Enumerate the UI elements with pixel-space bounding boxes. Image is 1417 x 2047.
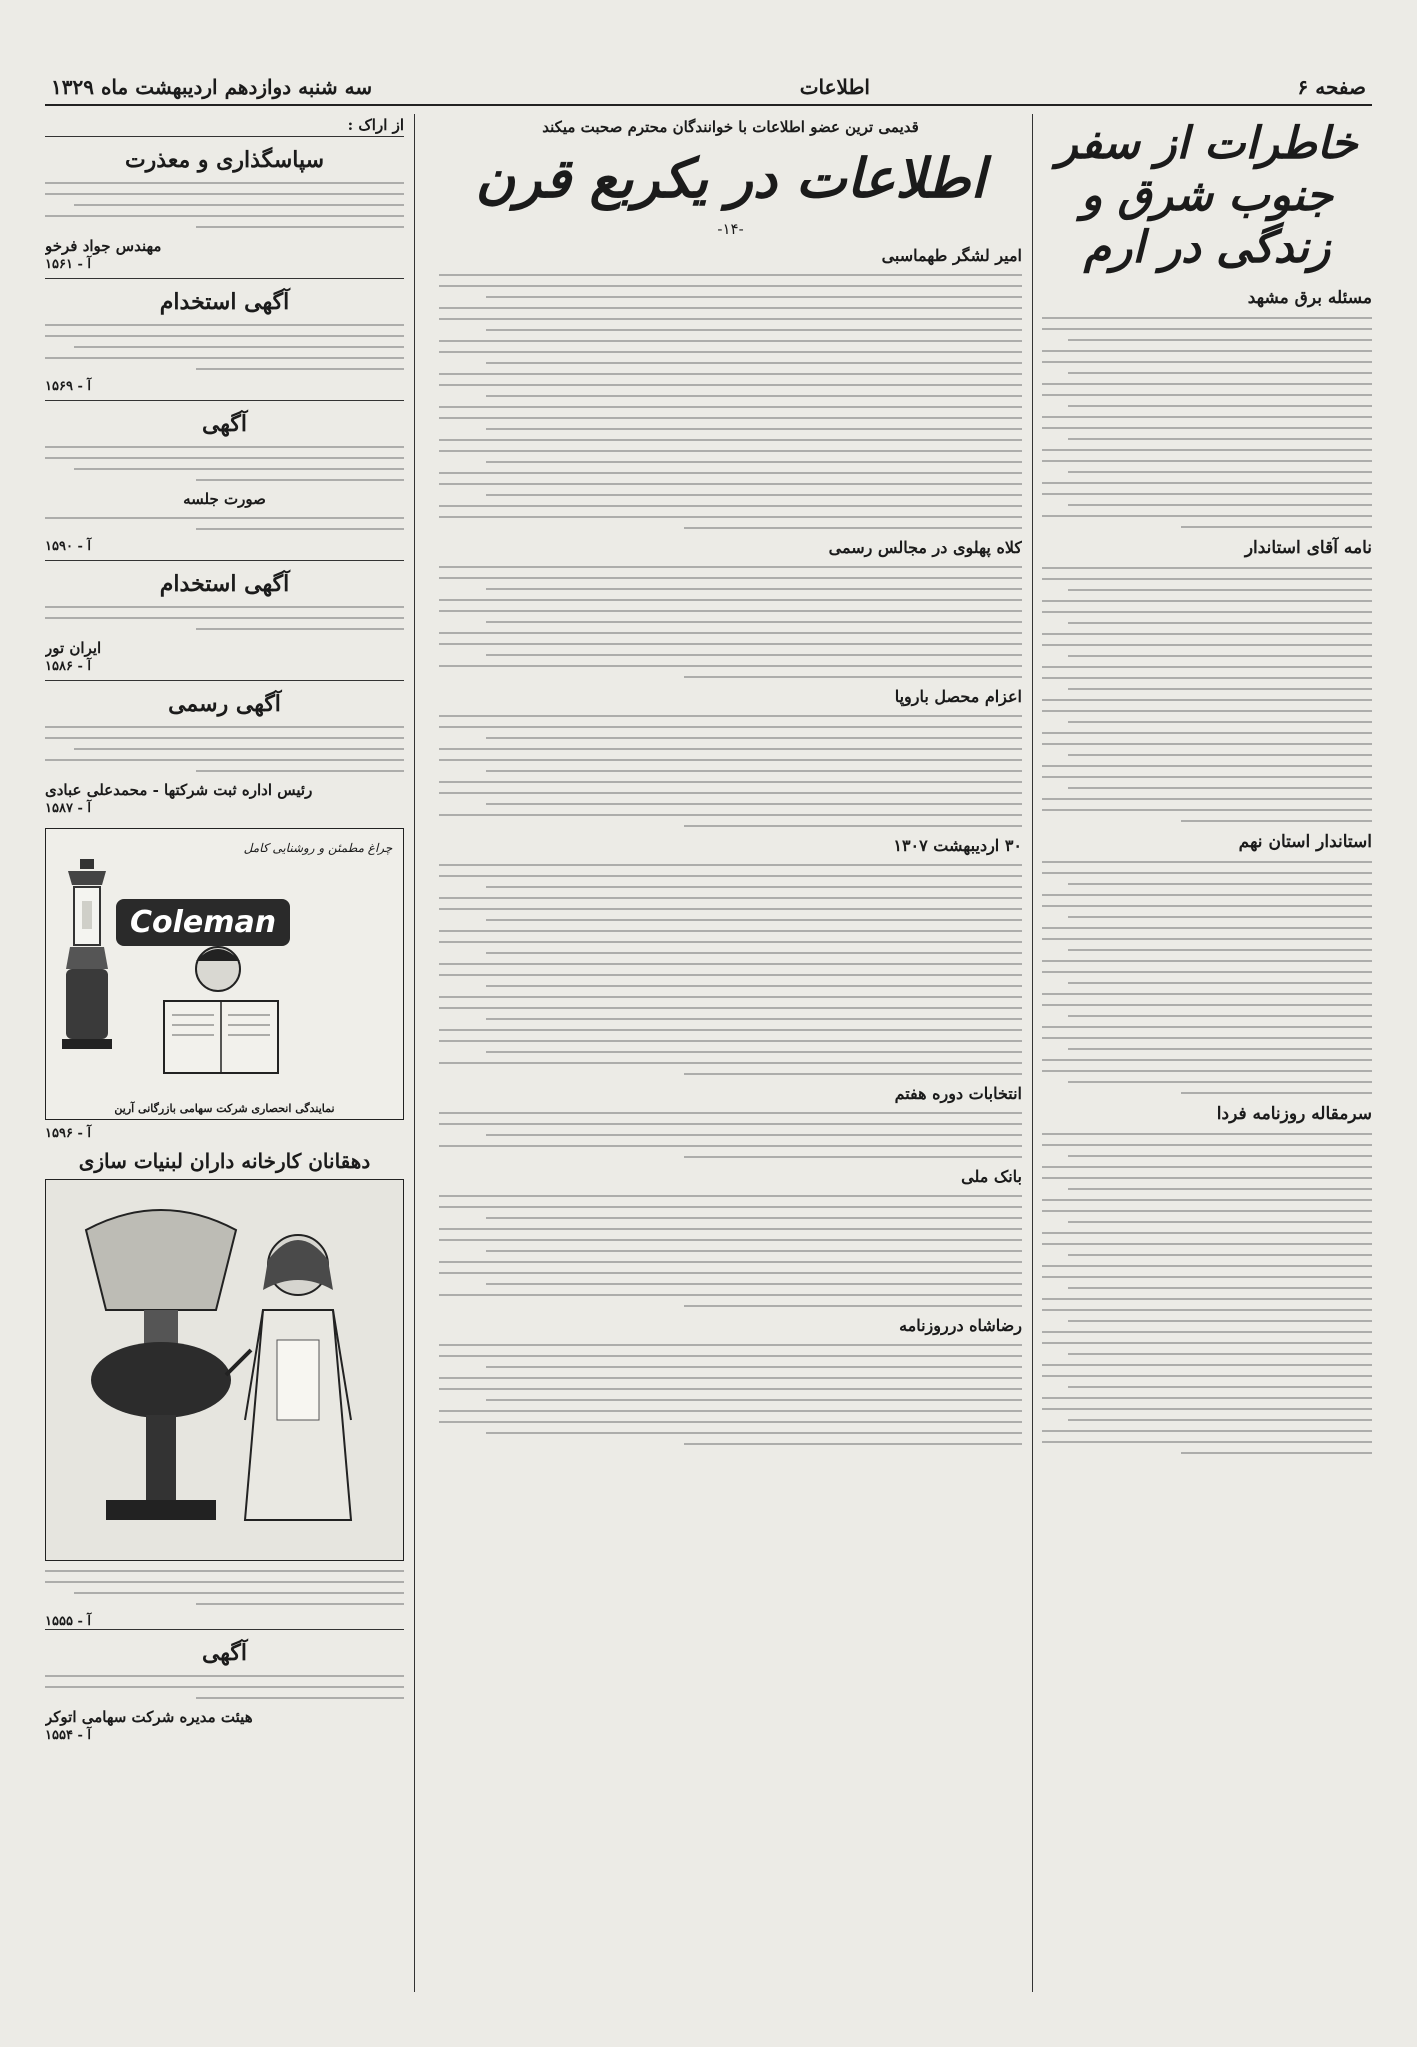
notice-official bbox=[45, 680, 404, 822]
notice-body bbox=[45, 606, 404, 630]
notice-shareholders bbox=[45, 1629, 404, 1749]
article-heading-ninth-province-governor: استاندار استان نهم bbox=[1238, 832, 1372, 852]
notice-signature: مهندس جواد فرخو bbox=[45, 237, 162, 255]
notice-ref: آ - ۱۵۸۶ bbox=[45, 659, 91, 674]
man-reading-illustration bbox=[156, 939, 286, 1079]
dairy-ref: آ - ۱۵۵۵ bbox=[45, 1614, 91, 1629]
left-column bbox=[45, 114, 404, 1992]
notice-heading: آگهی استخدام bbox=[159, 289, 290, 315]
notice-body bbox=[45, 1675, 404, 1699]
notice-subheading: صورت جلسه bbox=[183, 490, 266, 508]
coleman-lantern-ad bbox=[45, 828, 404, 1120]
notice-heading: سپاسگذاری و معذرت bbox=[124, 147, 325, 173]
article-body bbox=[439, 1112, 1022, 1158]
subhead-pahlavi-hat: کلاه پهلوی در مجالس رسمی bbox=[828, 538, 1022, 557]
installment-number: -۱۴- bbox=[717, 220, 744, 238]
article-body bbox=[439, 274, 1022, 529]
notice-heading: آگهی bbox=[201, 411, 248, 437]
notice-body bbox=[45, 324, 404, 370]
coleman-brand: Coleman bbox=[116, 899, 290, 946]
article-body bbox=[1042, 317, 1372, 528]
feature-title: اطلاعات در یکربع قرن bbox=[475, 146, 986, 210]
page-number: صفحه ۶ bbox=[1297, 75, 1366, 99]
article-body bbox=[439, 1195, 1022, 1307]
paper-name: اطلاعات bbox=[799, 75, 870, 99]
notice-heading: آگهی استخدام bbox=[159, 571, 290, 597]
masthead bbox=[45, 70, 1372, 106]
dairy-ad-title: دهقانان کارخانه داران لبنیات سازی bbox=[78, 1149, 371, 1173]
subhead-reza-shah-newspaper: رضاشاه درروزنامه bbox=[899, 1316, 1022, 1335]
coleman-ref: آ - ۱۵۹۶ bbox=[45, 1126, 91, 1141]
subhead-students-europe: اعزام محصل باروپا bbox=[894, 687, 1022, 706]
middle-column bbox=[439, 114, 1022, 1992]
girl-illustration bbox=[233, 1220, 363, 1530]
notice-body bbox=[45, 726, 404, 772]
column-divider-right bbox=[1032, 114, 1033, 1992]
notice-signature: ایران تور bbox=[45, 639, 102, 657]
coleman-tagline: چراغ مطمئن و روشنایی کامل bbox=[243, 841, 393, 855]
subhead-national-bank: بانک ملی bbox=[961, 1167, 1022, 1186]
cream-separator-illustration bbox=[66, 1200, 256, 1540]
notice-ref: آ - ۱۵۶۱ bbox=[45, 257, 91, 272]
feature-intro: قدیمی ترین عضو اطلاعات با خوانندگان محترم صحبت میکند bbox=[542, 118, 919, 136]
article-heading-farda-editorial: سرمقاله روزنامه فردا bbox=[1216, 1104, 1372, 1124]
cream-separator-ad bbox=[45, 1179, 404, 1561]
notice-employment bbox=[45, 278, 404, 400]
subhead-seventh-elections: انتخابات دوره هفتم bbox=[894, 1084, 1022, 1103]
lantern-illustration bbox=[58, 857, 116, 1057]
issue-date: سه شنبه دوازدهم اردیبهشت ماه ۱۳۲۹ bbox=[51, 75, 373, 99]
article-body bbox=[439, 715, 1022, 827]
dateline-arak: از اراک : bbox=[347, 116, 404, 134]
subhead-date-1307: ۳۰ اردیبهشت ۱۳۰۷ bbox=[893, 836, 1022, 855]
notice-body bbox=[45, 446, 404, 481]
notice-signature: هیئت مدیره شرکت سهامی اتوکر bbox=[45, 1708, 253, 1726]
notice-signature: رئیس اداره ثبت شرکتها - محمدعلی عبادی bbox=[45, 781, 313, 799]
notice-heading: آگهی رسمی bbox=[168, 691, 281, 717]
coleman-agent: نمایندگی انحصاری شرکت سهامی بازرگانی آرین bbox=[114, 1102, 335, 1115]
notice-body bbox=[45, 517, 404, 530]
column-divider-left bbox=[414, 114, 415, 1992]
memoir-title: خاطرات از سفر جنوب شرق و زندگی در ارم bbox=[1056, 118, 1358, 273]
notice-ref: آ - ۱۵۹۰ bbox=[45, 539, 91, 554]
right-column bbox=[1042, 114, 1372, 1992]
article-heading-governor-letter: نامه آقای استاندار bbox=[1244, 538, 1372, 558]
notice-ref: آ - ۱۵۶۹ bbox=[45, 379, 91, 394]
subhead-tahmasbi: امیر لشگر طهماسبی bbox=[881, 246, 1022, 265]
notice-heading: آگهی bbox=[201, 1640, 248, 1666]
notice-ref: آ - ۱۵۵۴ bbox=[45, 1728, 91, 1743]
dairy-ad-body bbox=[45, 1570, 404, 1605]
article-body bbox=[439, 566, 1022, 678]
notice-employment-iran-tour bbox=[45, 560, 404, 680]
notice-body bbox=[45, 182, 404, 228]
notice-meeting bbox=[45, 400, 404, 560]
notice-ref: آ - ۱۵۸۷ bbox=[45, 801, 91, 816]
article-body bbox=[1042, 567, 1372, 822]
article-body bbox=[439, 864, 1022, 1075]
article-body bbox=[439, 1344, 1022, 1445]
article-body bbox=[1042, 1133, 1372, 1454]
article-body bbox=[1042, 861, 1372, 1094]
notice-thanks bbox=[45, 136, 404, 278]
article-heading-mashhad-electricity: مسئله برق مشهد bbox=[1247, 288, 1372, 308]
